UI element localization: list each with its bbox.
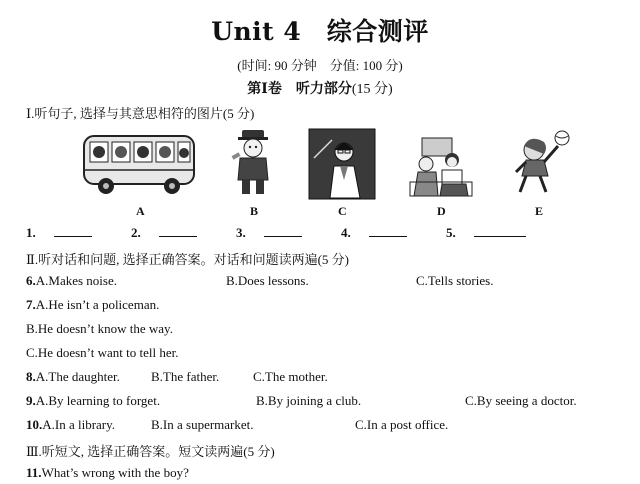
- answer-blank-4: 4.: [341, 225, 425, 240]
- part3-instruction: Ⅲ.听短文, 选择正确答案。短文读两遍(5 分): [26, 444, 275, 459]
- policeman-icon: [228, 128, 278, 203]
- exam-info: (时间: 90 分钟 分值: 100 分): [237, 58, 403, 73]
- picture-label-b: B: [250, 204, 259, 218]
- question-9: 9.A.By learning to forget.: [26, 393, 161, 408]
- answer-blank-2: 2.: [131, 225, 215, 240]
- section-heading: [0, 78, 640, 98]
- answer-blank-3: 3.: [236, 225, 320, 240]
- picture-label-e: E: [535, 204, 544, 218]
- question-7-option-b: B.He doesn’t know the way.: [26, 321, 173, 336]
- girl-volleyball-icon: [504, 128, 574, 203]
- question-7: 7.A.He isn’t a policeman.: [26, 297, 160, 312]
- part1-instruction: Ⅰ.听句子, 选择与其意思相符的图片(5 分): [26, 106, 255, 121]
- question-10: 10.A.In a library.: [26, 417, 116, 432]
- question-8: 8.A.The daughter.: [26, 369, 120, 384]
- question-7-option-c: C.He doesn’t want to tell her.: [26, 345, 179, 360]
- question-10-option-b: B.In a supermarket.: [151, 417, 254, 432]
- question-9-option-b: B.By joining a club.: [256, 393, 362, 408]
- page-title: Unit 4 综合测评: [211, 17, 429, 46]
- section-name: 第Ⅰ卷 听力部分: [247, 82, 352, 97]
- question-6: 6.A.Makes noise.: [26, 273, 117, 288]
- question-8-option-b: B.The father.: [151, 369, 220, 384]
- question-10-option-c: C.In a post office.: [355, 417, 449, 432]
- question-8-option-c: C.The mother.: [253, 369, 328, 384]
- picture-label-d: D: [437, 204, 446, 218]
- part2-instruction: Ⅱ.听对话和问题, 选择正确答案。对话和问题读两遍(5 分): [26, 252, 349, 267]
- question-6-option-b: B.Does lessons.: [226, 273, 309, 288]
- question-6-option-c: C.Tells stories.: [416, 273, 494, 288]
- answer-blank-5: 5.: [446, 225, 544, 240]
- teacher-blackboard-icon: [308, 128, 376, 205]
- question-11: 11.What’s wrong with the boy?: [26, 465, 189, 480]
- picture-label-c: C: [338, 204, 347, 218]
- answer-blank-1: 1.: [26, 225, 110, 240]
- question-9-option-c: C.By seeing a doctor.: [465, 393, 577, 408]
- picture-label-a: A: [136, 204, 145, 218]
- family-reading-icon: [408, 128, 474, 203]
- answer-row: [26, 225, 562, 241]
- section-points: (15 分): [351, 82, 393, 97]
- bus-children-icon: [80, 128, 200, 203]
